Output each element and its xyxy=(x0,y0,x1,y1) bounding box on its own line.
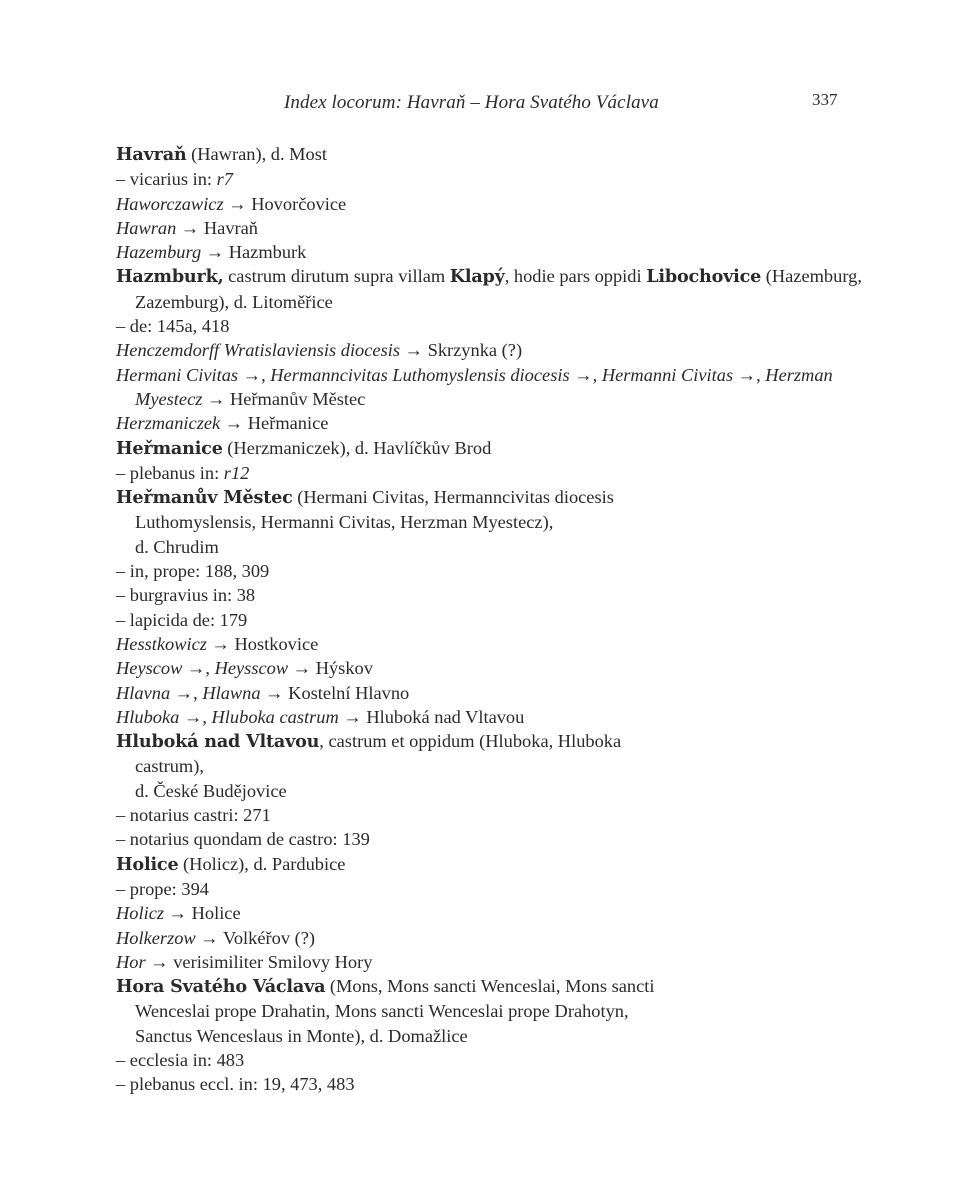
entry-text: – notarius castri: 271 xyxy=(116,805,271,826)
index-entry xyxy=(116,411,876,435)
variant-form: Hermanni Civitas xyxy=(601,364,734,385)
running-head: Index locorum: Havraň – Hora Svatého Václava xyxy=(284,92,659,113)
entry-text: – de: 145a, 418 xyxy=(116,316,230,337)
index-entry xyxy=(116,974,876,1048)
variant-form: Haworczawicz xyxy=(116,193,224,214)
variant-form: Heysscow xyxy=(214,658,289,679)
entry-text: (Herzmaniczek), d. Havlíčkův Brod xyxy=(222,437,492,458)
index-entry xyxy=(116,1048,876,1072)
index-entry xyxy=(116,852,876,877)
variant-form: Hluboka xyxy=(116,706,180,727)
entry-text: → Holice xyxy=(164,903,241,924)
entry-text: castrum dirutum supra villam xyxy=(223,266,450,287)
entry-text: →, xyxy=(170,682,203,703)
index-entry xyxy=(116,803,876,827)
index-entry xyxy=(116,950,876,974)
entry-text: → Skrzynka (?) xyxy=(400,340,523,361)
entry-text: , hodie pars oppidi xyxy=(504,266,647,287)
entry-text: – prope: 394 xyxy=(116,878,209,899)
index-entry xyxy=(116,877,876,901)
headword: Holice xyxy=(116,853,179,875)
headword: Hora Svatého Václava xyxy=(116,976,326,998)
index-entry xyxy=(116,608,876,632)
entry-text: → verisimiliter Smilovy Hory xyxy=(145,951,373,972)
variant-form: Hesstkowicz xyxy=(116,633,207,654)
variant-form: Holkerzow xyxy=(116,927,196,948)
entry-text: → Volkéřov (?) xyxy=(195,927,316,948)
index-entry xyxy=(116,485,876,559)
variant-form: Hawran xyxy=(116,217,177,238)
index-entry xyxy=(116,363,876,412)
entry-text: → Havraň xyxy=(176,217,259,238)
entry-text: – ecclesia in: 483 xyxy=(116,1049,245,1070)
index-entry xyxy=(116,656,876,680)
variant-form: Hermani Civitas xyxy=(116,364,239,385)
index-entry xyxy=(116,338,876,362)
variant-form: r7 xyxy=(216,169,233,190)
entry-text: → Heřmanův Městec xyxy=(202,388,366,409)
entry-text: → Hovorčovice xyxy=(223,193,347,214)
index-entry xyxy=(116,583,876,607)
entry-text: →, xyxy=(179,706,212,727)
entry-text: →, xyxy=(238,364,271,385)
entry-text: (Hawran), d. Most xyxy=(186,144,327,164)
entry-text: →, xyxy=(733,364,766,385)
variant-form: Hermanncivitas Luthomyslensis diocesis xyxy=(270,364,570,385)
variant-form: Herzmaniczek xyxy=(116,413,221,434)
index-entry xyxy=(116,901,876,925)
index-entry xyxy=(116,729,876,803)
index-entry xyxy=(116,705,876,729)
index-entry xyxy=(116,559,876,583)
headword: Hazmburk, xyxy=(116,266,224,288)
entry-text: – notarius quondam de castro: 139 xyxy=(116,829,370,850)
index-entry xyxy=(116,314,876,338)
variant-form: Hluboka castrum xyxy=(211,706,339,727)
headword: Libochovice xyxy=(646,266,762,288)
index-entry xyxy=(116,461,876,485)
index-entry xyxy=(116,1072,876,1096)
variant-form: Hazemburg xyxy=(116,242,202,263)
entry-text: (Holicz), d. Pardubice xyxy=(178,853,346,874)
entry-text: (Hermani Civitas, Hermanncivitas diocesis Luthomyslensis, Hermanni Civitas, Herzman Myestecz), d. Chrudim xyxy=(135,487,614,557)
entry-text: → Heřmanice xyxy=(220,413,329,434)
variant-form: Henczemdorff Wratislaviensis diocesis xyxy=(116,340,401,361)
entry-text: →, xyxy=(182,658,215,679)
headword: Klapý xyxy=(449,266,505,288)
entry-text: → Hostkovice xyxy=(206,633,319,654)
index-entry xyxy=(116,436,876,461)
index-entry xyxy=(116,926,876,950)
entry-text: – burgravius in: 38 xyxy=(116,585,256,606)
headword: Hluboká nad Vltavou xyxy=(116,731,320,753)
entry-text: – plebanus in: xyxy=(116,462,224,483)
index-entry xyxy=(116,167,876,191)
entry-text: (Mons, Mons sancti Wenceslai, Mons sancti Wenceslai prope Drahatin, Mons sancti Wenceslai prope Drahotyn, Sanctus Wenceslaus in Monte), d. Domažlice xyxy=(135,976,655,1046)
entry-text: , castrum et oppidum (Hluboka, Hluboka castrum), d. České Budějovice xyxy=(135,731,622,801)
headword: Heřmanův Městec xyxy=(116,487,293,509)
index-entries xyxy=(116,142,876,1097)
variant-form: Hlavna xyxy=(116,682,171,703)
index-entry xyxy=(116,632,876,656)
variant-form: Hor xyxy=(116,951,146,972)
entry-text: →, xyxy=(569,364,602,385)
index-entry xyxy=(116,192,876,216)
variant-form: Herzman Myestecz xyxy=(135,364,838,409)
index-entry xyxy=(116,240,876,264)
index-entry xyxy=(116,681,876,705)
page-number: 337 xyxy=(812,90,838,109)
index-entry xyxy=(116,142,876,167)
entry-text: – vicarius in: xyxy=(116,169,217,190)
variant-form: Holicz xyxy=(116,903,165,924)
variant-form: r12 xyxy=(223,462,250,483)
index-entry xyxy=(116,264,876,314)
index-entry xyxy=(116,827,876,851)
entry-text: – in, prope: 188, 309 xyxy=(116,561,270,582)
index-entry xyxy=(116,216,876,240)
entry-text: → Kostelní Hlavno xyxy=(260,682,410,703)
entry-text: → Hluboká nad Vltavou xyxy=(338,706,525,727)
variant-form: Heyscow xyxy=(116,658,183,679)
entry-text: – plebanus eccl. in: 19, 473, 483 xyxy=(116,1074,355,1095)
entry-text: – lapicida de: 179 xyxy=(116,609,248,630)
headword: Heřmanice xyxy=(116,437,223,459)
entry-text: → Hazmburk xyxy=(201,242,307,263)
variant-form: Hlawna xyxy=(202,682,261,703)
entry-text: (Hazemburg, Zazemburg), d. Litoměřice xyxy=(135,266,867,312)
entry-text: → Hýskov xyxy=(288,658,373,679)
headword: Havraň xyxy=(116,144,187,165)
